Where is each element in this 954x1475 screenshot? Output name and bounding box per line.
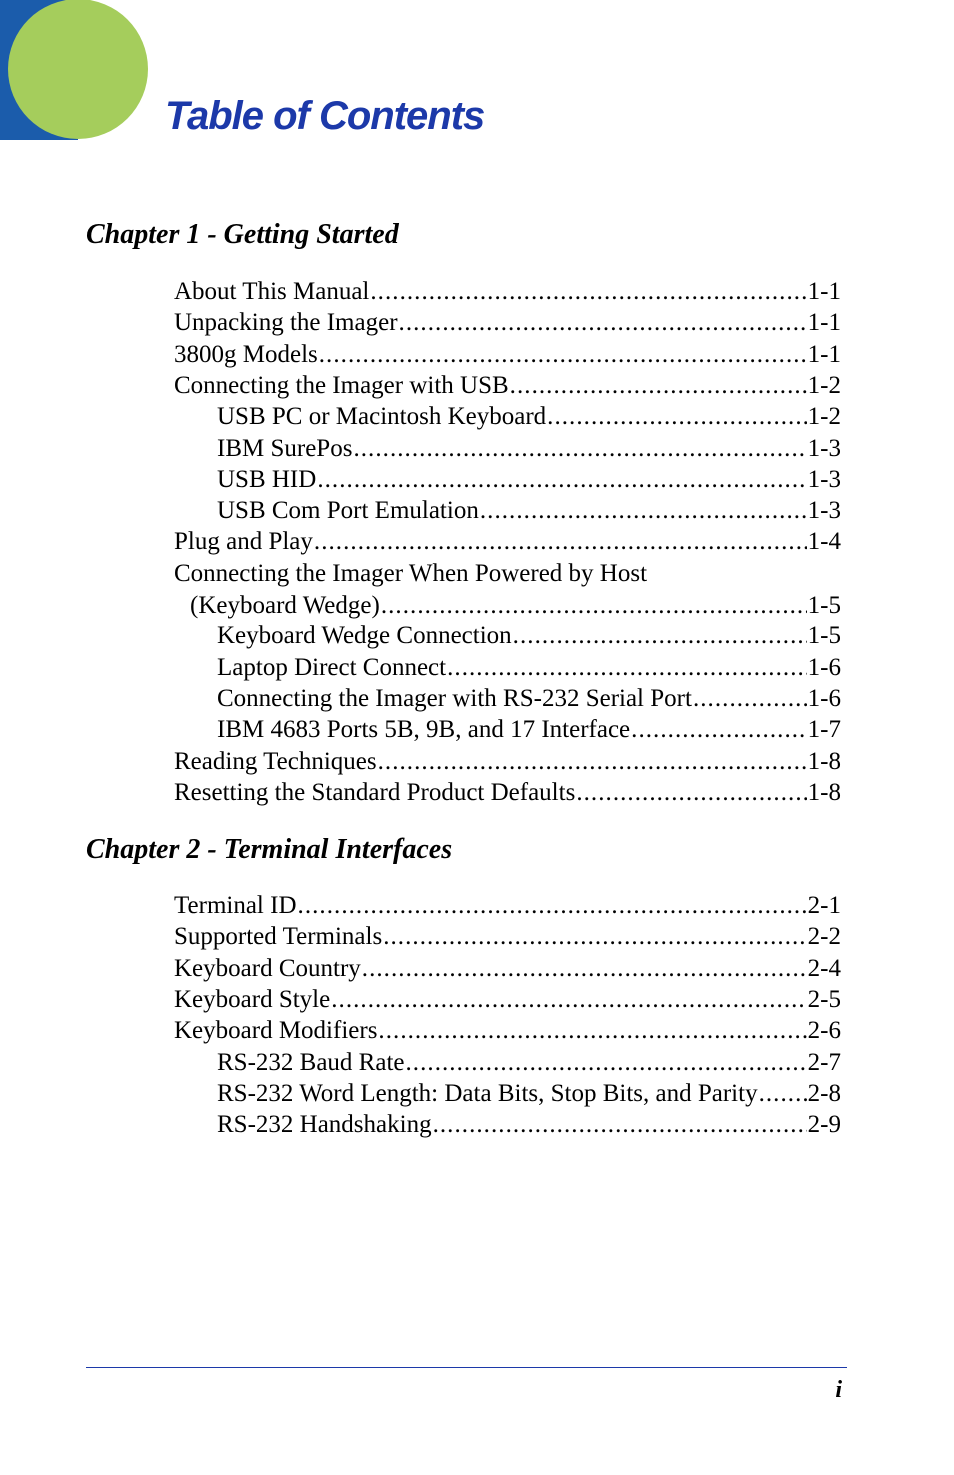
toc-entry-row xyxy=(174,528,841,556)
toc-entry-title: Laptop Direct Connect xyxy=(217,653,447,681)
toc-entry[interactable] xyxy=(217,497,841,525)
toc-entry-title: Terminal ID xyxy=(174,892,297,919)
toc-entry[interactable] xyxy=(174,309,841,337)
toc-page-number: 1-3 xyxy=(807,465,841,493)
toc-page-number: 1-7 xyxy=(807,716,841,744)
toc-entry-title: About This Manual xyxy=(174,278,370,305)
toc-entry-title: Keyboard Wedge Connection xyxy=(217,622,512,650)
toc-entry[interactable] xyxy=(217,1049,841,1077)
toc-page-number: 1-1 xyxy=(807,278,841,305)
toc-entry-title: IBM SurePos xyxy=(217,434,353,462)
toc-entry[interactable] xyxy=(217,1111,841,1139)
toc-entry-title: Plug and Play xyxy=(174,528,313,556)
toc-entry-row xyxy=(217,1111,841,1139)
toc-entry-title: Connecting the Imager with USB xyxy=(174,371,509,399)
dot-leader xyxy=(383,923,806,951)
toc-entry[interactable] xyxy=(217,685,841,713)
toc-entry-title: Unpacking the Imager xyxy=(174,309,398,337)
dot-leader xyxy=(447,654,807,682)
toc-entry[interactable] xyxy=(174,528,841,556)
toc-entry-row xyxy=(174,372,841,400)
dot-leader xyxy=(378,748,807,776)
toc-page-number: 1-5 xyxy=(807,591,841,619)
toc-entry-row xyxy=(217,716,841,744)
toc-page-number: 2-8 xyxy=(807,1079,841,1107)
dot-leader xyxy=(547,403,807,431)
chapter-2-heading[interactable]: Chapter 2 - Terminal Interfaces xyxy=(86,834,453,865)
toc-page-number: 1-3 xyxy=(807,434,841,462)
dot-leader xyxy=(513,622,807,650)
toc-entry-title: Keyboard Modifiers xyxy=(174,1017,378,1045)
toc-page-number: 1-2 xyxy=(807,371,841,399)
dot-leader xyxy=(510,372,807,400)
toc-entry[interactable] xyxy=(174,892,841,920)
toc-entry-row xyxy=(217,654,841,682)
dot-leader xyxy=(406,1049,807,1077)
toc-page-number: 1-1 xyxy=(807,309,841,337)
toc-entry-row xyxy=(174,892,841,920)
toc-page-number: 1-5 xyxy=(807,622,841,650)
toc-entry-title: USB Com Port Emulation xyxy=(217,497,479,525)
toc-entry[interactable] xyxy=(217,654,841,682)
toc-page-number: 2-1 xyxy=(807,892,841,919)
toc-entry-row xyxy=(174,986,841,1014)
toc-entry[interactable] xyxy=(174,986,841,1014)
dot-leader xyxy=(381,592,807,620)
toc-entry-row xyxy=(174,309,841,337)
toc-page-number: 2-7 xyxy=(807,1048,841,1076)
dot-leader xyxy=(298,892,807,920)
toc-page-number: 1-2 xyxy=(807,403,841,431)
toc-page-number: 2-2 xyxy=(807,923,841,951)
toc-page-number: 1-3 xyxy=(807,497,841,525)
dot-leader xyxy=(331,986,806,1014)
toc-entry-row xyxy=(217,1080,841,1108)
toc-entry-row xyxy=(174,748,841,776)
toc-page-number: 1-6 xyxy=(807,684,841,712)
dot-leader xyxy=(631,716,807,744)
toc-entry-title: Keyboard Style xyxy=(174,985,331,1013)
toc-entry-title: Reading Techniques xyxy=(174,747,377,775)
toc-entry-title: RS-232 Baud Rate xyxy=(217,1048,405,1076)
toc-entry-row xyxy=(217,685,841,713)
toc-entry-title: Supported Terminals xyxy=(174,923,383,951)
toc-entry[interactable] xyxy=(217,716,841,744)
toc-entry[interactable] xyxy=(217,622,841,650)
toc-entry[interactable] xyxy=(174,748,841,776)
toc-entry[interactable] xyxy=(217,403,841,431)
toc-entry[interactable] xyxy=(174,278,841,306)
page-title: Table of Contents xyxy=(165,94,485,138)
toc-entry-row xyxy=(217,622,841,650)
toc-entry[interactable] xyxy=(174,779,841,807)
toc-entry-title: Connecting the Imager with RS-232 Serial Port xyxy=(217,684,692,712)
toc-entry-row xyxy=(174,278,841,306)
toc-entry-title: IBM 4683 Ports 5B, 9B, and 17 Interface xyxy=(217,716,631,744)
dot-leader xyxy=(319,341,807,369)
dot-leader xyxy=(433,1111,807,1139)
toc-entry[interactable] xyxy=(217,466,841,494)
chapter-1-heading[interactable]: Chapter 1 - Getting Started xyxy=(86,219,399,250)
toc-entry-row xyxy=(174,923,841,951)
toc-entry[interactable] xyxy=(217,435,841,463)
dot-leader xyxy=(317,466,806,494)
toc-entry-title: 3800g Models xyxy=(174,340,318,368)
toc-page-number: 2-5 xyxy=(807,985,841,1013)
toc-page-number: 1-8 xyxy=(807,778,841,806)
header-corner-graphic xyxy=(0,0,160,145)
toc-entry-title: Keyboard Country xyxy=(174,954,361,982)
toc-entry-title-continued: (Keyboard Wedge) xyxy=(190,591,380,619)
toc-entry[interactable] xyxy=(174,341,841,369)
toc-entry-row xyxy=(174,1017,841,1045)
toc-page-number: 1-6 xyxy=(807,653,841,681)
toc-entry-title: RS-232 Word Length: Data Bits, Stop Bits, and Parity xyxy=(217,1079,758,1107)
dot-leader xyxy=(370,278,806,306)
dot-leader xyxy=(759,1080,807,1108)
toc-entry-row xyxy=(174,779,841,807)
toc-entry-title: USB HID xyxy=(217,465,317,493)
toc-page-number: 2-9 xyxy=(807,1111,841,1139)
toc-entry-title: Resetting the Standard Product Defaults xyxy=(174,778,576,806)
toc-page-number: 1-4 xyxy=(807,528,841,556)
toc-entry[interactable] xyxy=(174,372,841,400)
toc-entry-row xyxy=(174,955,841,983)
toc-entry[interactable] xyxy=(217,1080,841,1108)
toc-page-number: 1-8 xyxy=(807,747,841,775)
dot-leader xyxy=(693,685,807,713)
toc-entry-title: USB PC or Macintosh Keyboard xyxy=(217,403,547,431)
toc-entry[interactable] xyxy=(174,560,841,620)
toc-page-number: 1-1 xyxy=(807,340,841,368)
toc-page-number: 2-4 xyxy=(807,954,841,982)
toc-entry[interactable] xyxy=(174,923,841,951)
dot-leader xyxy=(362,955,807,983)
toc-entry-row xyxy=(217,403,841,431)
toc-entry-row xyxy=(217,1049,841,1077)
footer-rule xyxy=(86,1367,847,1368)
toc-entry-title: Connecting the Imager When Powered by Host xyxy=(174,559,648,587)
toc-entry-row xyxy=(217,466,841,494)
dot-leader xyxy=(576,779,806,807)
toc-entry-title: RS-232 Handshaking xyxy=(217,1111,432,1139)
toc-entry[interactable] xyxy=(174,1017,841,1045)
dot-leader xyxy=(314,528,807,556)
toc-entry[interactable] xyxy=(174,955,841,983)
page-number: i xyxy=(835,1377,842,1403)
dot-leader xyxy=(480,497,807,525)
toc-entry-row xyxy=(174,592,841,620)
toc-page-number: 2-6 xyxy=(807,1017,841,1045)
toc-entry-row xyxy=(217,435,841,463)
dot-leader xyxy=(378,1017,806,1045)
dot-leader xyxy=(353,435,806,463)
dot-leader xyxy=(399,309,807,337)
toc-entry-row xyxy=(174,341,841,369)
toc-entry-row xyxy=(217,497,841,525)
